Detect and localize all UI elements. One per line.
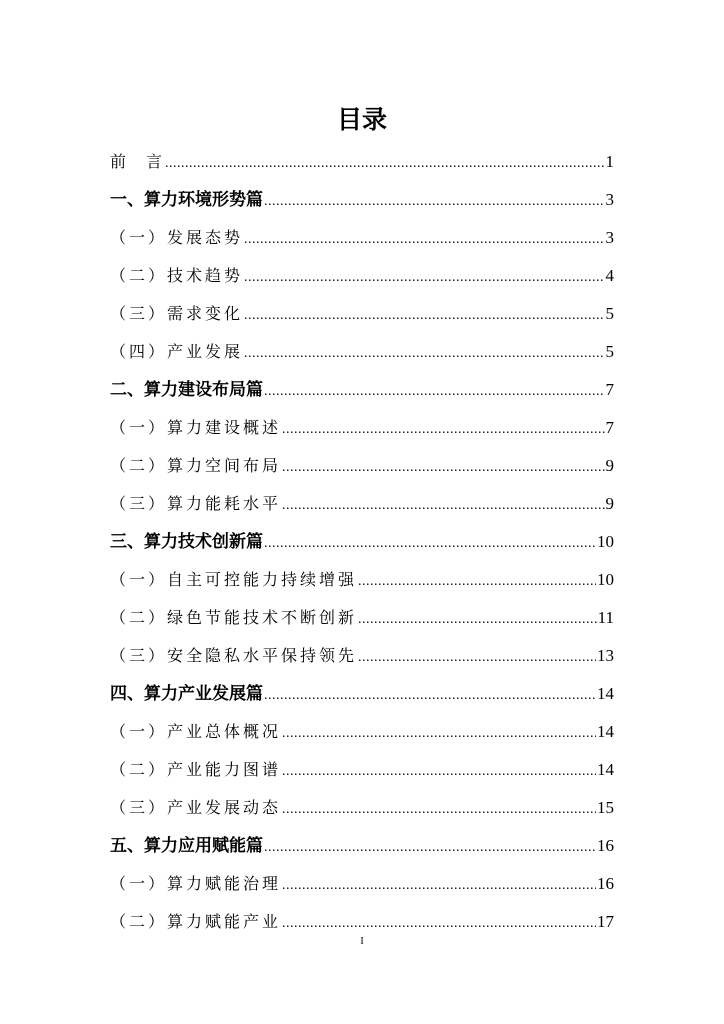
toc-entry-page-number: 7	[605, 418, 614, 437]
toc-entry-label: 前 言	[110, 152, 165, 171]
toc-section-entry[interactable]	[110, 371, 614, 409]
toc-entry-label: （三）产业发展动态	[110, 798, 282, 817]
toc-entry-page-number: 14	[597, 760, 614, 779]
dot-leader	[264, 829, 596, 867]
toc-entry-label: （一）算力建设概述	[110, 418, 282, 437]
toc-entry-page-number: 17	[597, 912, 614, 931]
toc-entry-label: （二）算力赋能产业	[110, 912, 282, 931]
dot-leader	[282, 715, 596, 753]
toc-entry-page-number: 7	[605, 380, 614, 399]
toc-entry-label: （二）技术趋势	[110, 266, 244, 285]
dot-leader	[282, 411, 604, 449]
dot-leader	[264, 183, 605, 221]
toc-entry[interactable]	[110, 485, 614, 523]
toc-entry-page-number: 9	[605, 494, 614, 513]
dot-leader	[244, 259, 604, 297]
toc-entry-label: （二）算力空间布局	[110, 456, 282, 475]
dot-leader	[358, 601, 597, 639]
toc-entry-label: （一）算力赋能治理	[110, 874, 282, 893]
toc-entry[interactable]	[110, 295, 614, 333]
toc-entry-label: （一）自主可控能力持续增强	[110, 570, 358, 589]
toc-entry-page-number: 13	[597, 646, 614, 665]
toc-entry-label: （三）算力能耗水平	[110, 494, 282, 513]
toc-entry-label: 二、算力建设布局篇	[110, 380, 263, 400]
toc-entry[interactable]	[110, 599, 614, 637]
toc-entry-page-number: 11	[597, 608, 614, 627]
toc-section-entry[interactable]	[110, 181, 614, 219]
toc-entry-page-number: 5	[605, 342, 614, 361]
toc-entry[interactable]	[110, 713, 614, 751]
toc-entry[interactable]	[110, 143, 614, 181]
dot-leader	[282, 867, 596, 905]
dot-leader	[244, 221, 604, 259]
toc-entry-page-number: 3	[605, 228, 614, 247]
dot-leader	[282, 753, 596, 791]
toc-entry-page-number: 9	[605, 456, 614, 475]
dot-leader	[282, 487, 604, 525]
toc-entry-label: 四、算力产业发展篇	[110, 684, 263, 704]
dot-leader	[358, 639, 596, 677]
table-of-contents	[110, 143, 614, 941]
toc-entry[interactable]	[110, 333, 614, 371]
toc-entry-label: （一）发展态势	[110, 228, 244, 247]
toc-entry-label: （二）产业能力图谱	[110, 760, 282, 779]
toc-entry-label: 五、算力应用赋能篇	[110, 836, 263, 856]
toc-entry[interactable]	[110, 789, 614, 827]
toc-entry-label: （一）产业总体概况	[110, 722, 282, 741]
page-title: 目录	[336, 105, 387, 134]
toc-entry[interactable]	[110, 865, 614, 903]
toc-entry-label: （四）产业发展	[110, 342, 244, 361]
toc-entry-page-number: 10	[597, 532, 614, 551]
toc-entry[interactable]	[110, 447, 614, 485]
toc-entry[interactable]	[110, 257, 614, 295]
dot-leader	[244, 335, 604, 373]
toc-entry-label: 三、算力技术创新篇	[110, 532, 263, 552]
toc-entry-label: （三）需求变化	[110, 304, 244, 323]
toc-entry-label: 一、算力环境形势篇	[110, 190, 263, 210]
dot-leader	[165, 145, 604, 183]
toc-section-entry[interactable]	[110, 827, 614, 865]
toc-entry-page-number: 15	[597, 798, 614, 817]
toc-entry-page-number: 16	[597, 836, 614, 855]
toc-entry[interactable]	[110, 751, 614, 789]
dot-leader	[264, 525, 596, 563]
toc-entry-page-number: 4	[605, 266, 614, 285]
dot-leader	[264, 677, 596, 715]
toc-section-entry[interactable]	[110, 675, 614, 713]
dot-leader	[358, 563, 596, 601]
toc-entry-page-number: 1	[605, 152, 614, 171]
toc-entry-page-number: 14	[597, 684, 614, 703]
toc-entry-page-number: 14	[597, 722, 614, 741]
toc-entry-page-number: 5	[605, 304, 614, 323]
toc-entry-page-number: 3	[605, 190, 614, 209]
toc-entry-label: （二）绿色节能技术不断创新	[110, 608, 358, 627]
toc-entry[interactable]	[110, 409, 614, 447]
dot-leader	[282, 449, 604, 487]
toc-entry[interactable]	[110, 561, 614, 599]
dot-leader	[282, 791, 596, 829]
toc-entry-page-number: 10	[597, 570, 614, 589]
dot-leader	[264, 373, 605, 411]
toc-entry[interactable]	[110, 219, 614, 257]
toc-section-entry[interactable]	[110, 523, 614, 561]
toc-entry[interactable]	[110, 637, 614, 675]
toc-entry-page-number: 16	[597, 874, 614, 893]
page-number-footer: I	[360, 936, 364, 947]
toc-entry-label: （三）安全隐私水平保持领先	[110, 646, 358, 665]
dot-leader	[244, 297, 604, 335]
